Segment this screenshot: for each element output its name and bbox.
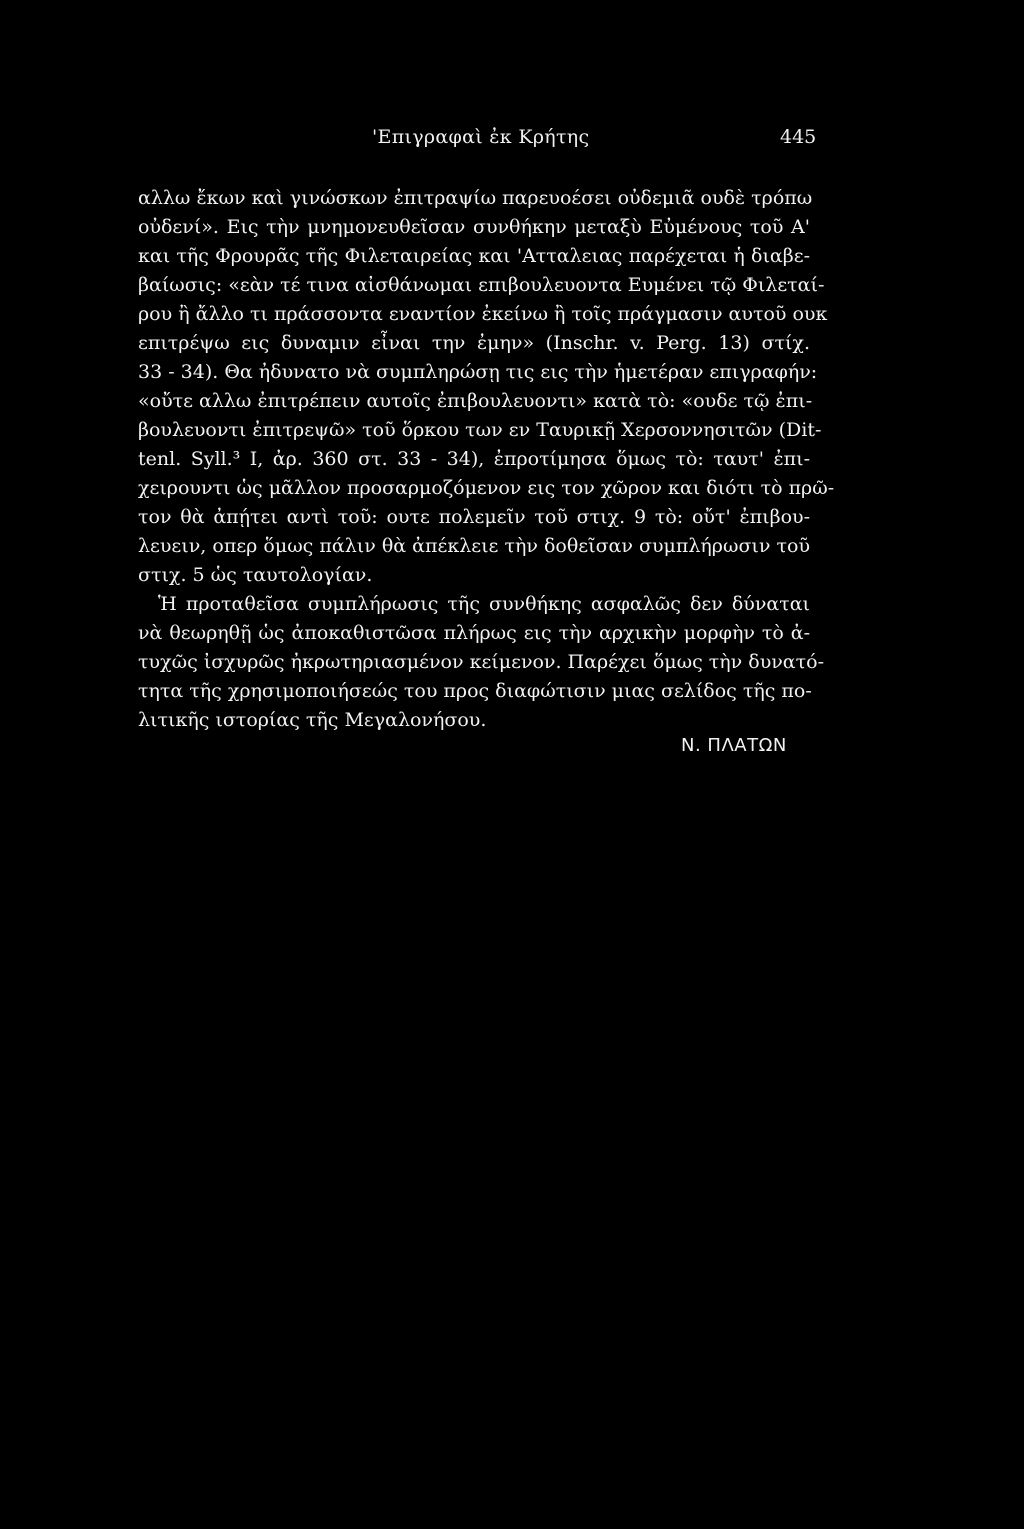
text-line: χειρουντι ὡς μᾶλλον προσαρμοζόμενον εις τον χῶρον και διότι τὸ πρῶ-	[138, 477, 835, 499]
author-signature: Ν. ΠΛΑΤΩΝ	[681, 735, 787, 756]
running-header-title: 'Επιγραφαὶ ἐκ Κρήτης	[372, 126, 590, 148]
page-number: 445	[780, 126, 817, 148]
body-text	[138, 184, 835, 735]
text-line: βαίωσις: «εὰν τέ τινα αἰσθάνωμαι επιβουλευοντα Ευμένει τῷ Φιλεταί-	[138, 274, 825, 296]
text-line: 33 - 34). Θα ἠδυνατο νὰ συμπληρώσῃ τις εις τὴν ἡμετέραν επιγραφήν:	[138, 361, 818, 383]
text-line: «οὔτε αλλω ἐπιτρέπειν αυτοῖς ἐπιβουλευοντι» κατὰ τὸ: «ουδε τῷ ἐπι-	[138, 390, 813, 412]
text-line: tenl. Syll.³ I, ἀρ. 360 στ. 33 - 34), ἐπροτίμησα ὅμως τὸ: ταυτ' ἐπι-	[138, 448, 810, 470]
text-line: λιτικῆς ιστορίας τῆς Μεγαλονήσου.	[138, 709, 487, 731]
text-line: οὐδενί». Εις τὴν μνημονευθεῖσαν συνθήκην μεταξὺ Εὐμένους τοῦ Α'	[138, 216, 810, 238]
text-line: και τῆς Φρουρᾶς τῆς Φιλεταιρείας και 'Ατταλειας παρέχεται ἡ διαβε-	[138, 245, 810, 267]
text-line: βουλευοντι ἐπιτρεψῶ» τοῦ ὅρκου των εν Ταυρικῇ Χερσοννησιτῶν (Dit-	[138, 419, 822, 441]
text-line: αλλω ἔκων καὶ γινώσκων ἐπιτραψίω παρευοέσει οὐδεμιᾶ ουδὲ τρόπω	[138, 187, 813, 209]
text-line: λευειν, οπερ ὅμως πάλιν θὰ ἀπέκλειε τὴν δοθεῖσαν συμπλήρωσιν τοῦ	[138, 535, 810, 557]
text-line: ρου ἢ ἄλλο τι πράσσοντα εναντίον ἐκείνω ἢ τοῖς πράγμασιν αυτοῦ ουκ	[138, 303, 828, 325]
text-line: στιχ. 5 ὡς ταυτολογίαν.	[138, 564, 373, 586]
text-line: τυχῶς ἰσχυρῶς ἠκρωτηριασμένον κείμενον. Παρέχει ὅμως τὴν δυνατό-	[138, 651, 825, 673]
text-line: τον θὰ ἀπῄτει αντὶ τοῦ: ουτε πολεμεῖν τοῦ στιχ. 9 τὸ: οὔτ' ἐπιβου-	[138, 506, 810, 528]
text-line: τητα τῆς χρησιμοποιήσεώς του προς διαφώτισιν μιας σελίδος τῆς πο-	[138, 680, 812, 702]
text-line: νὰ θεωρηθῇ ὡς ἀποκαθιστῶσα πλήρως εις τὴν αρχικὴν μορφὴν τὸ ἀ-	[138, 622, 810, 644]
text-line: επιτρέψω εις δυναμιν εἶναι την ἐμην» (Inschr. v. Perg. 13) στίχ.	[138, 332, 810, 354]
text-line: Ἡ προταθεῖσα συμπλήρωσις τῆς συνθήκης ασφαλῶς δεν δύναται	[158, 593, 810, 615]
